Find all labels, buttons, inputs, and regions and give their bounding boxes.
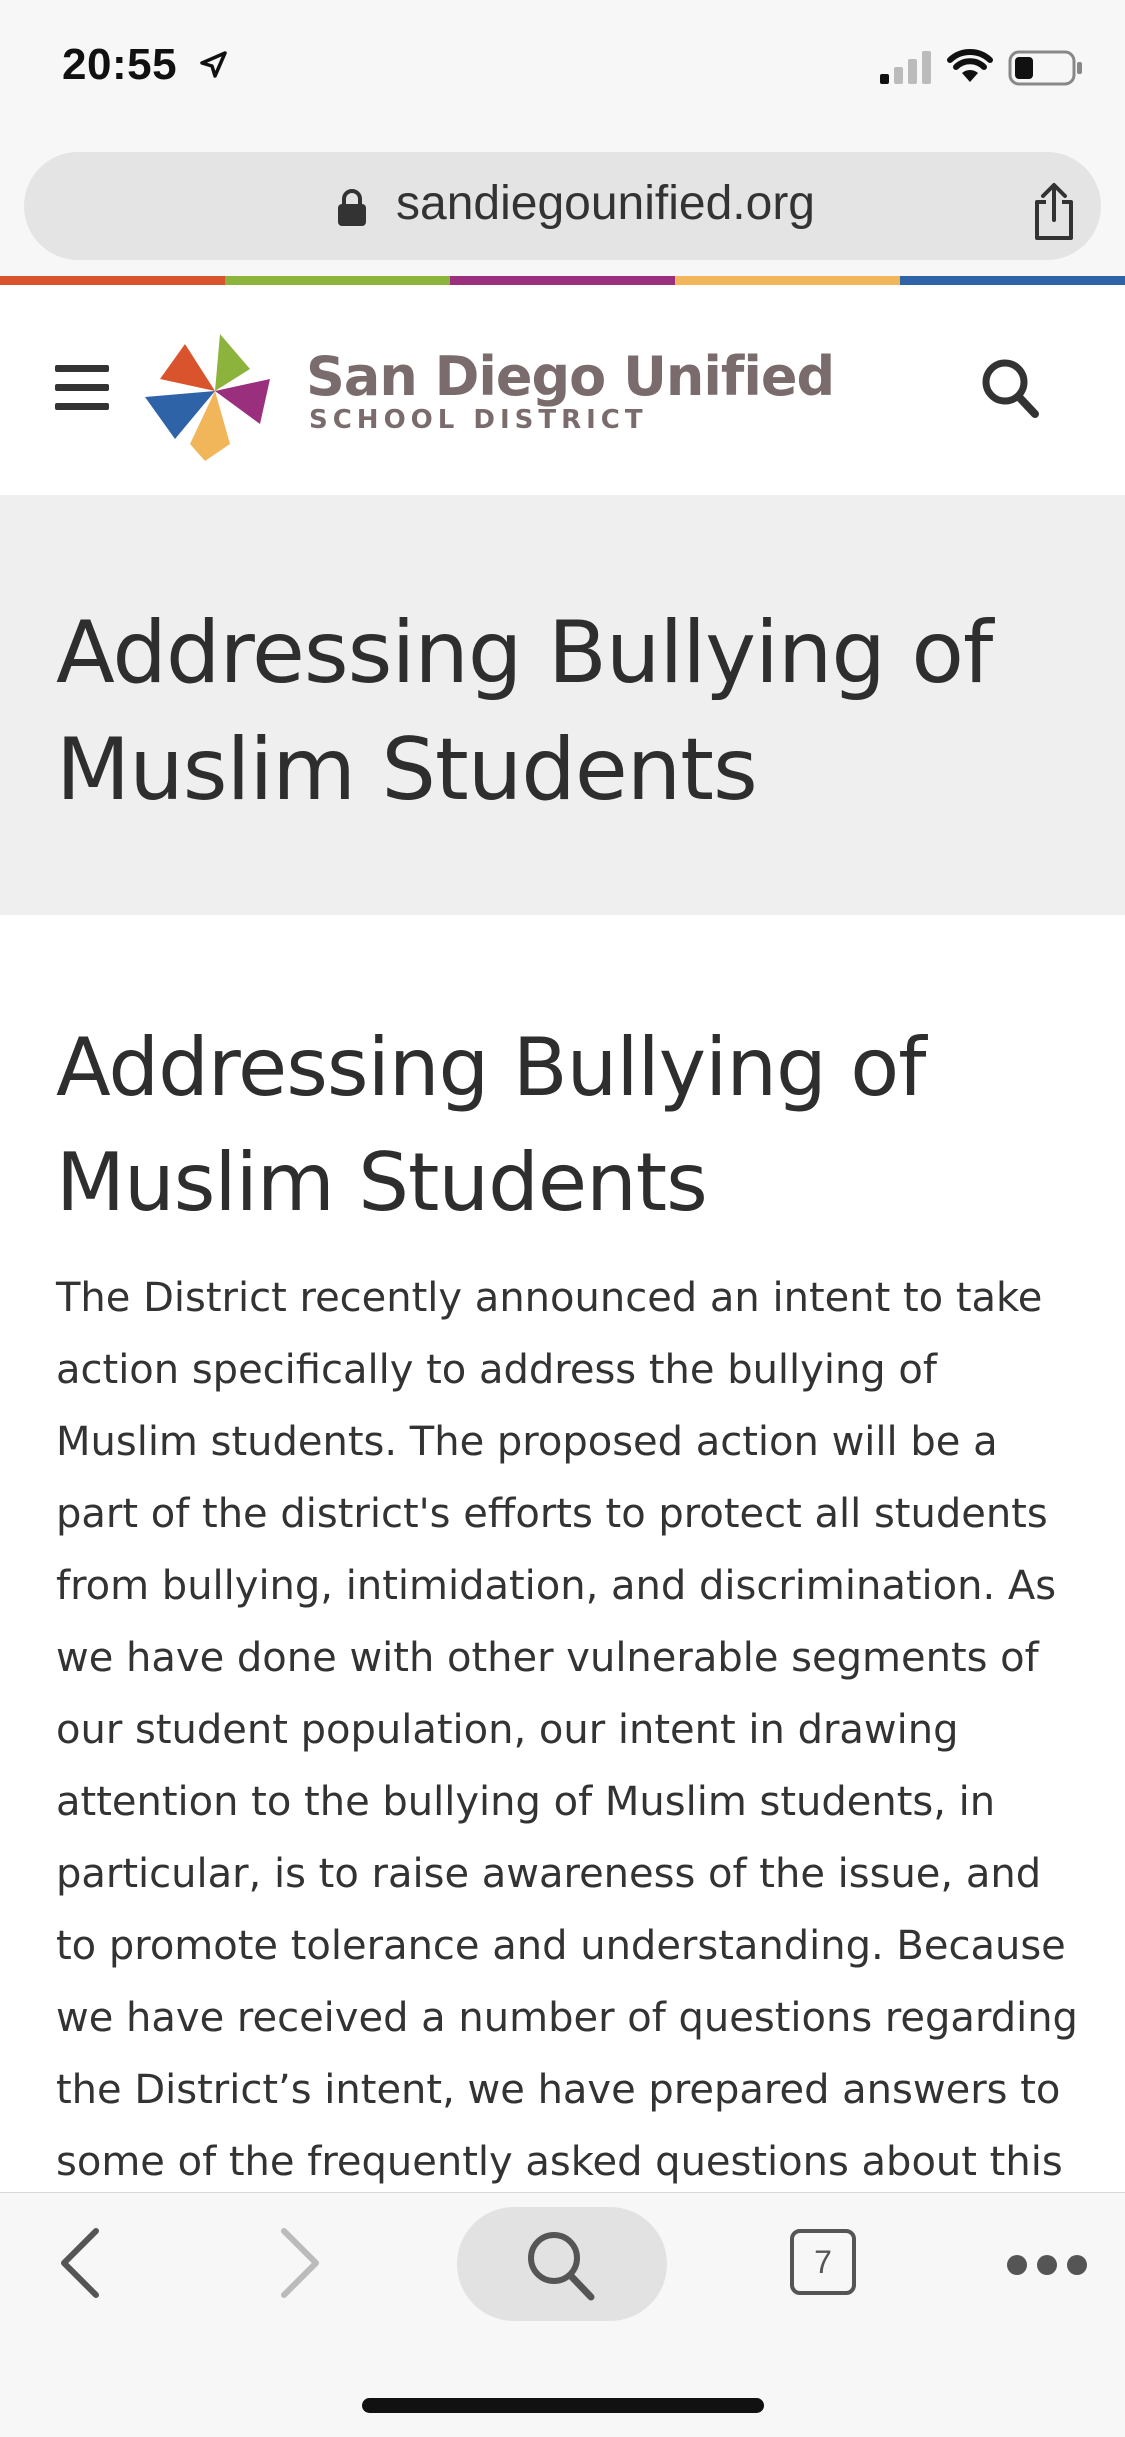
stripe-segment-green	[225, 276, 450, 285]
home-indicator[interactable]	[362, 2398, 764, 2413]
stripe-segment-blue	[900, 276, 1125, 285]
url-text[interactable]: sandiegounified.org	[396, 177, 815, 230]
page-title: Addressing Bullying of Muslim Students	[56, 603, 993, 820]
logo-subtitle: SCHOOL DISTRICT	[309, 405, 648, 435]
location-arrow-icon	[198, 50, 228, 80]
more-icon[interactable]	[1005, 2253, 1089, 2277]
brand-color-stripe	[0, 276, 1125, 285]
battery-icon	[1008, 50, 1084, 86]
status-bar	[0, 0, 1125, 140]
browser-address-area	[0, 140, 1125, 280]
article-heading: Addressing Bullying of Muslim Students	[56, 1021, 926, 1229]
toolbar-search-button[interactable]	[457, 2207, 667, 2321]
page-title-banner	[0, 495, 1125, 915]
logo-title[interactable]: San Diego Unified	[306, 345, 835, 408]
search-icon	[523, 2227, 599, 2303]
forward-icon[interactable]	[278, 2227, 322, 2299]
hamburger-menu-icon[interactable]	[55, 365, 109, 411]
wifi-icon	[947, 48, 993, 84]
district-logo-icon[interactable]	[145, 329, 285, 464]
status-time: 20:55	[62, 40, 178, 89]
address-bar[interactable]	[24, 152, 1101, 260]
share-icon[interactable]	[1029, 182, 1079, 242]
tabs-icon[interactable]: 7	[790, 2229, 856, 2295]
article-body: The District recently announced an intent to take action specifically to address the bullying of Muslim students. The proposed action will be a part of the district's efforts to protect all students from bullying, intimidation, and discrimination. As we have done with other vulnerable segments of our student population, our intent in drawing attention to the bullying of Muslim students, in particular, is to raise awareness of the issue, and to promote tolerance and understanding. Because we have received a number of questions regarding the District’s intent, we have prepared answers to some of the frequently asked questions about this	[56, 1275, 1078, 2185]
stripe-segment-purple	[450, 276, 675, 285]
cellular-signal-icon	[880, 50, 934, 84]
stripe-segment-orange	[0, 276, 225, 285]
lock-icon	[337, 188, 367, 228]
back-icon[interactable]	[58, 2227, 102, 2299]
site-header	[0, 285, 1125, 495]
search-icon[interactable]	[980, 357, 1040, 419]
stripe-segment-yellow	[675, 276, 900, 285]
